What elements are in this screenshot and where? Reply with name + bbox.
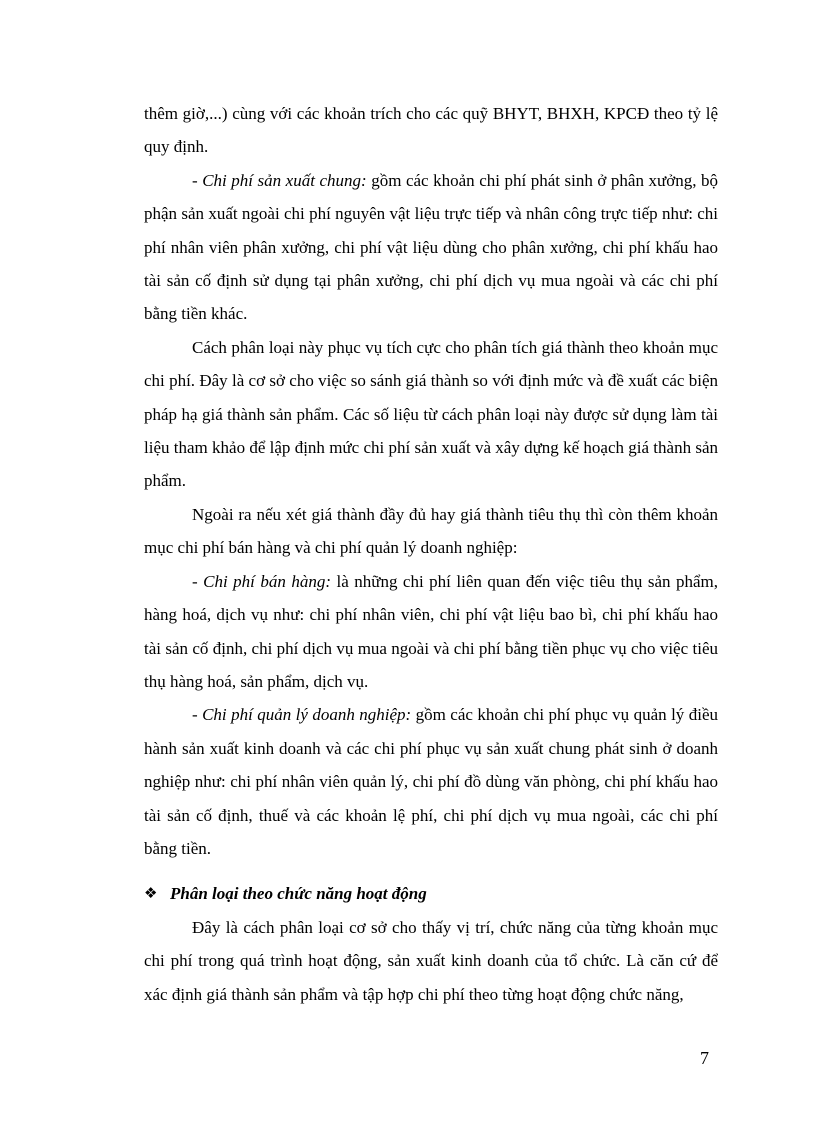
- term-selling-cost: - Chi phí bán hàng:: [192, 571, 332, 591]
- definition-selling-cost: là những chi phí liên quan đến việc tiêu thụ sản phẩm, hàng hoá, dịch vụ như: chi phí nhân viên, chi phí vật liệu bao bì, chi phí khấu hao tài sản cố định, chi phí dịch vụ mua ngoài và chi phí bằng tiền phục vụ cho việc tiêu thụ hàng hoá, sản phẩm, dịch vụ.: [144, 571, 718, 691]
- section-heading: [144, 877, 718, 910]
- term-general-production-cost: - Chi phí sản xuất chung:: [192, 170, 367, 190]
- paragraph-continuation: thêm giờ,...) cùng với các khoản trích cho các quỹ BHYT, BHXH, KPCĐ theo tỷ lệ quy định.: [144, 104, 718, 157]
- paragraph-functional-classification: Đây là cách phân loại cơ sở cho thấy vị trí, chức năng của từng khoản mục chi phí trong quá trình hoạt động, sản xuất kinh doanh của tổ chức. Là căn cứ để xác định giá thành sản phẩm và tập hợp chi phí theo từng hoạt động chức năng,: [144, 917, 718, 1004]
- page-body: [144, 97, 718, 1011]
- paragraph-selling-cost: [144, 565, 718, 699]
- paragraph-admin-cost: [144, 698, 718, 865]
- section-heading-text: Phân loại theo chức năng hoạt động: [170, 884, 427, 904]
- definition-admin-cost: gồm các khoản chi phí phục vụ quản lý điều hành sản xuất kinh doanh và các chi phí phục vụ sản xuất chung phát sinh ở doanh nghiệp như: chi phí nhân viên quản lý, chi phí đồ dùng văn phòng, chi phí khấu hao tài sản cố định, thuế và các khoản lệ phí, chi phí dịch vụ mua ngoài, các chi phí bằng tiền.: [144, 705, 718, 858]
- diamond-bullet-icon: ❖: [144, 884, 158, 903]
- term-admin-cost: - Chi phí quản lý doanh nghiệp:: [192, 705, 412, 725]
- definition-general-production-cost: gồm các khoản chi phí phát sinh ở phân xưởng, bộ phận sản xuất ngoài chi phí nguyên vật liệu trực tiếp và nhân công trực tiếp như: chi phí nhân viên phân xưởng, chi phí vật liệu dùng cho phân xưởng, chi phí khấu hao tài sản cố định sử dụng tại phân xưởng, chi phí dịch vụ mua ngoài và các chi phí bằng tiền khác.: [144, 170, 718, 324]
- paragraph-general-production-cost: [144, 164, 718, 331]
- paragraph-additional-items: Ngoài ra nếu xét giá thành đầy đủ hay giá thành tiêu thụ thì còn thêm khoản mục chi phí bán hàng và chi phí quản lý doanh nghiệp:: [144, 504, 718, 558]
- paragraph-classification-purpose: Cách phân loại này phục vụ tích cực cho phân tích giá thành theo khoản mục chi phí. Đây là cơ sở cho việc so sánh giá thành so với định mức và đề xuất các biện pháp hạ giá thành sản phẩm. Các số liệu từ cách phân loại này được sử dụng làm tài liệu tham khảo để lập định mức chi phí sản xuất và xây dựng kế hoạch giá thành sản phẩm.: [144, 337, 718, 491]
- page-number: 7: [700, 1048, 709, 1068]
